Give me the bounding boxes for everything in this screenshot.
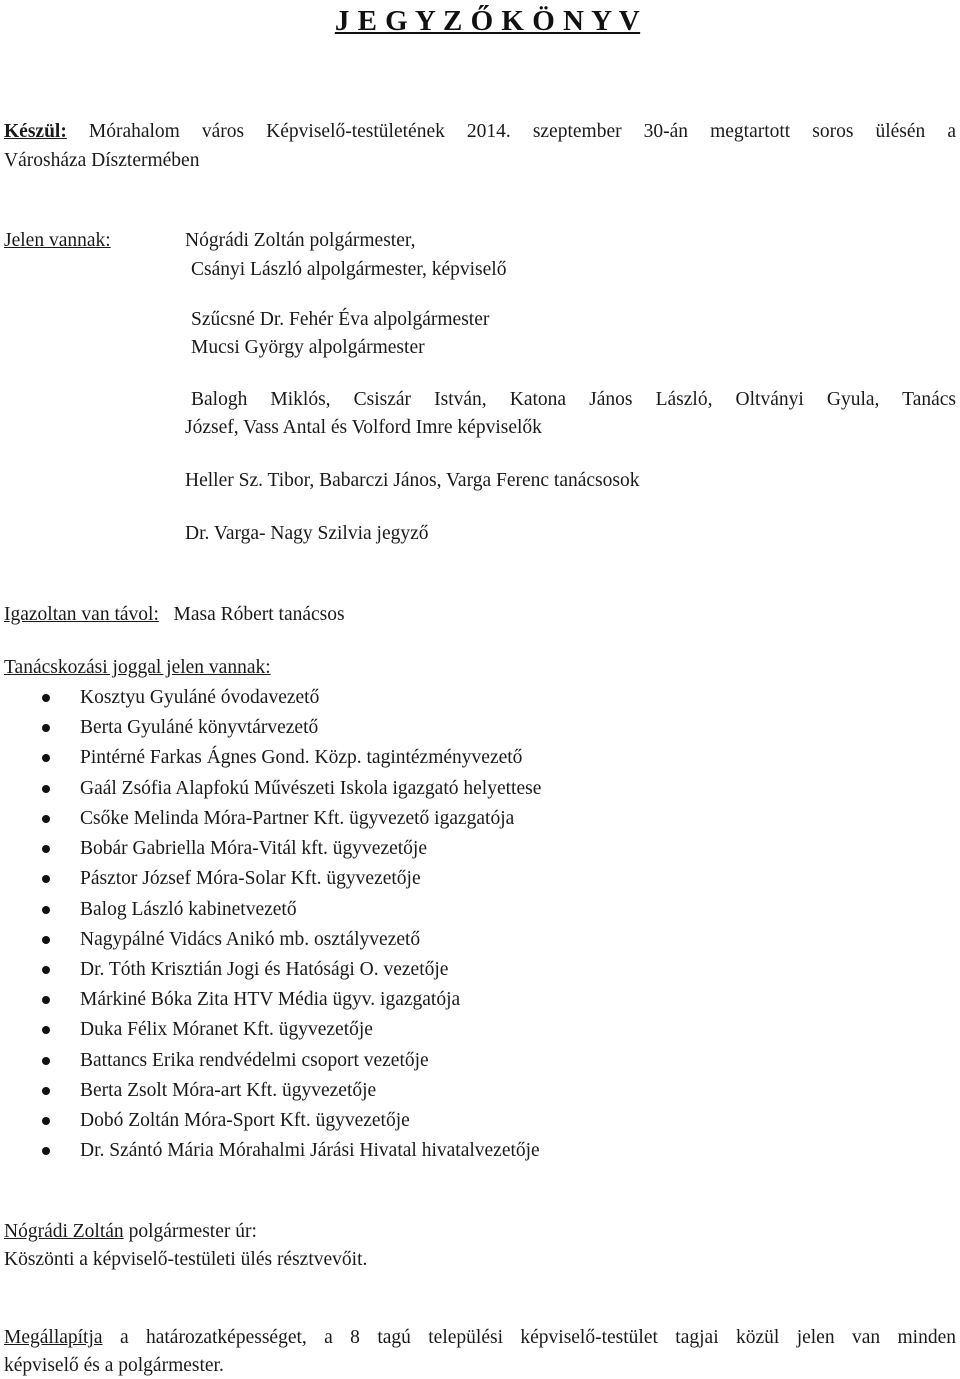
list-item: Balog László kabinetvezető <box>80 898 297 921</box>
list-item: Duka Félix Móranet Kft. ügyvezetője <box>80 1018 373 1041</box>
list-item: Pásztor József Móra-Solar Kft. ügyvezetője <box>80 867 421 890</box>
keszul-line-2: Városháza Dísztermében <box>4 150 200 171</box>
speaker-line <box>4 1220 257 1243</box>
jelen-line: Mucsi György alpolgármester <box>191 337 425 358</box>
tanacskozasi-label: Tanácskozási joggal jelen vannak: <box>4 657 271 678</box>
bullet-icon <box>42 1117 50 1125</box>
jelen-line: Heller Sz. Tibor, Babarczi János, Varga Ferenc tanácsosok <box>185 470 640 491</box>
list-item: Dobó Zoltán Móra-Sport Kft. ügyvezetője <box>80 1109 410 1132</box>
bullet-icon <box>42 1147 50 1155</box>
speaker-name: Nógrádi Zoltán <box>4 1221 124 1242</box>
bullet-icon <box>42 754 50 762</box>
keszul-text-1: Mórahalom város Képviselő-testületének 2014. szeptember 30-án megtartott soros ülésén a <box>88 121 956 142</box>
tavol-label: Igazoltan van távol: <box>4 604 159 625</box>
keszul-label: Készül: <box>4 121 67 142</box>
list-item: Csőke Melinda Móra-Partner Kft. ügyvezető igazgatója <box>80 807 514 830</box>
megallapitja-text-1: a határozatképességet, a 8 tagú települési képviselő-testület tagjai közül jelen van minden <box>102 1327 956 1348</box>
keszul-line-1 <box>4 120 956 143</box>
bullet-icon <box>42 996 50 1004</box>
list-item: Nagypálné Vidács Anikó mb. osztályvezető <box>80 928 420 951</box>
bullet-icon <box>42 815 50 823</box>
tavol-text: Masa Róbert tanácsos <box>173 604 345 625</box>
list-item: Battancs Erika rendvédelmi csoport vezetője <box>80 1049 429 1072</box>
bullet-icon <box>42 724 50 732</box>
bullet-icon <box>42 845 50 853</box>
speaker-role: polgármester úr: <box>123 1221 257 1242</box>
jelen-line: Nógrádi Zoltán polgármester, <box>185 230 416 251</box>
jelen-line: Szűcsné Dr. Fehér Éva alpolgármester <box>191 309 490 330</box>
tavol-line <box>4 603 345 626</box>
list-item: Gaál Zsófia Alapfokú Művészeti Iskola igazgató helyettese <box>80 777 541 800</box>
bullet-icon <box>42 694 50 702</box>
speaker-text: Köszönti a képviselő-testületi ülés résztvevőit. <box>4 1249 368 1270</box>
jelen-line: Balogh Miklós, Csiszár István, Katona János László, Oltványi Gyula, Tanács <box>191 389 956 410</box>
bullet-icon <box>42 1026 50 1034</box>
list-item: Pintérné Farkas Ágnes Gond. Közp. tagintézményvezető <box>80 746 522 769</box>
bullet-icon <box>42 906 50 914</box>
bullet-icon <box>42 1057 50 1065</box>
list-item: Dr. Szántó Mária Mórahalmi Járási Hivatal hivatalvezetője <box>80 1139 540 1162</box>
bullet-icon <box>42 875 50 883</box>
list-item: Bobár Gabriella Móra-Vitál kft. ügyvezetője <box>80 837 427 860</box>
megallapitja-line-2: képviselő és a polgármester. <box>4 1355 224 1376</box>
jelen-line: Dr. Varga- Nagy Szilvia jegyző <box>185 523 429 544</box>
list-item: Kosztyu Gyuláné óvodavezető <box>80 686 319 709</box>
list-item: Dr. Tóth Krisztián Jogi és Hatósági O. vezetője <box>80 958 448 981</box>
list-item: Márkiné Bóka Zita HTV Média ügyv. igazgatója <box>80 988 460 1011</box>
jelen-label: Jelen vannak: <box>4 230 111 251</box>
jelen-line: Csányi László alpolgármester, képviselő <box>191 259 507 280</box>
bullet-icon <box>42 785 50 793</box>
list-item: Berta Gyuláné könyvtárvezető <box>80 716 318 739</box>
jelen-line: József, Vass Antal és Volford Imre képviselők <box>185 417 542 438</box>
bullet-icon <box>42 936 50 944</box>
bullet-icon <box>42 1087 50 1095</box>
bullet-icon <box>42 966 50 974</box>
list-item: Berta Zsolt Móra-art Kft. ügyvezetője <box>80 1079 376 1102</box>
megallapitja-line-1 <box>4 1326 956 1349</box>
document-title: J E G Y Z Ő K Ö N Y V <box>334 5 641 37</box>
megallapitja-label: Megállapítja <box>4 1327 103 1348</box>
